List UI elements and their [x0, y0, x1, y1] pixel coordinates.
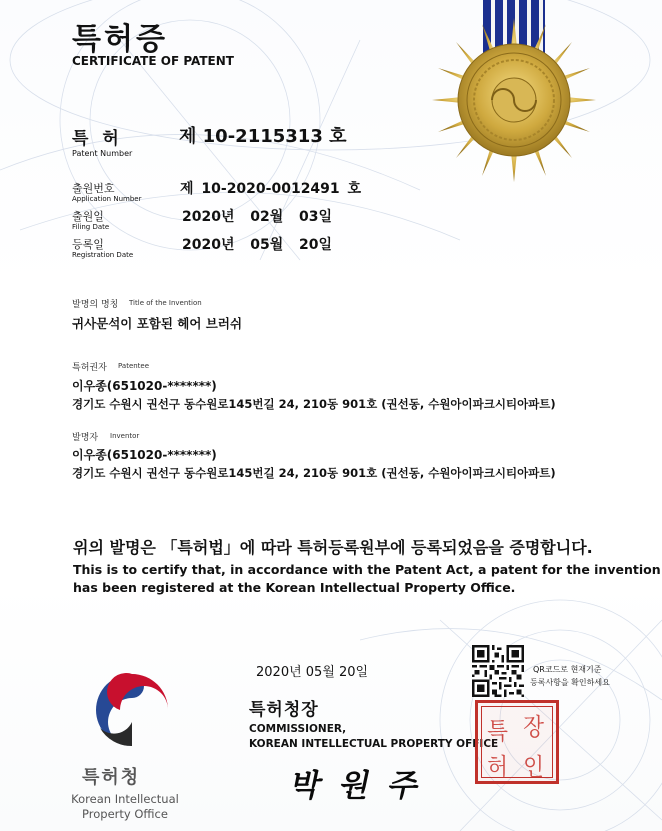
invention-title-label-korean: 발명의 명칭	[72, 300, 119, 310]
inventor-label-english: Inventor	[110, 432, 140, 440]
office-name-english-line1: Korean Intellectual	[71, 792, 179, 806]
filing-date-label-english: Filing Date	[72, 223, 110, 231]
commissioner-title-english-line2: KOREAN INTELLECTUAL PROPERTY OFFICE	[249, 738, 499, 750]
patent-number-label-korean: 특 허	[72, 129, 123, 149]
registration-date-value: 2020년 05월 20일	[182, 237, 332, 253]
qr-caption-line2: 등록사항을 확인하세요	[530, 678, 610, 687]
registration-date-label-english: Registration Date	[72, 251, 134, 259]
certification-statement-english-line1: This is to certify that, in accordance with the Patent Act, a patent for the invention	[73, 562, 661, 577]
office-name-english-line2: Property Office	[82, 807, 168, 821]
filing-date-value: 2020년 02월 03일	[182, 209, 332, 225]
inventor-name: 이우종(651020-*******)	[72, 448, 217, 462]
patent-number-value: 제 10-2115313 호	[179, 126, 347, 147]
certification-statement-english-line2: has been registered at the Korean Intellectual Property Office.	[73, 580, 516, 595]
qr-caption-line1: QR코드로 현재기준	[533, 665, 602, 674]
patentee-address: 경기도 수원시 권선구 동수원로145번길 24, 210동 901호 (권선동, 수원아이파크시티아파트)	[72, 397, 556, 411]
patent-number-label-english: Patent Number	[72, 149, 133, 158]
patentee-label-korean: 특허권자	[72, 363, 107, 373]
certification-statement-korean: 위의 발명은 「특허법」에 따라 특허등록원부에 등록되었음을 증명합니다.	[73, 538, 593, 557]
invention-title-label-english: Title of the Invention	[129, 299, 202, 307]
qr-code-icon[interactable]	[472, 645, 524, 697]
commissioner-title-korean: 특허청장	[249, 700, 319, 720]
office-name-korean: 특허청	[82, 767, 141, 788]
inventor-label-korean: 발명자	[72, 433, 99, 443]
inventor-address: 경기도 수원시 권선구 동수원로145번길 24, 210동 901호 (권선동, 수원아이파크시티아파트)	[72, 466, 556, 480]
filing-date-label-korean: 출원일	[72, 210, 104, 223]
registration-date-label-korean: 등록일	[72, 238, 104, 251]
certificate-title-english: CERTIFICATE OF PATENT	[72, 54, 234, 68]
commissioner-title-english-line1: COMMISSIONER,	[249, 723, 347, 735]
patentee-name: 이우종(651020-*******)	[72, 379, 217, 393]
gold-seal-icon	[432, 18, 596, 182]
application-number-value: 제 10-2020-0012491 호	[180, 181, 362, 197]
application-number-label-english: Application Number	[72, 195, 142, 203]
commissioner-signature: 박 원 주	[287, 768, 427, 804]
application-number-label-korean: 출원번호	[72, 182, 115, 195]
certificate-title-korean: 특허증	[72, 22, 168, 57]
invention-title: 귀사문석이 포함된 헤어 브러쉬	[72, 316, 243, 331]
official-stamp: 특 장 허 인	[475, 700, 559, 784]
korean-intellectual-property-office-logo-icon	[90, 668, 174, 752]
issue-date: 2020년 05월 20일	[256, 665, 369, 680]
patentee-label-english: Patentee	[118, 362, 150, 370]
